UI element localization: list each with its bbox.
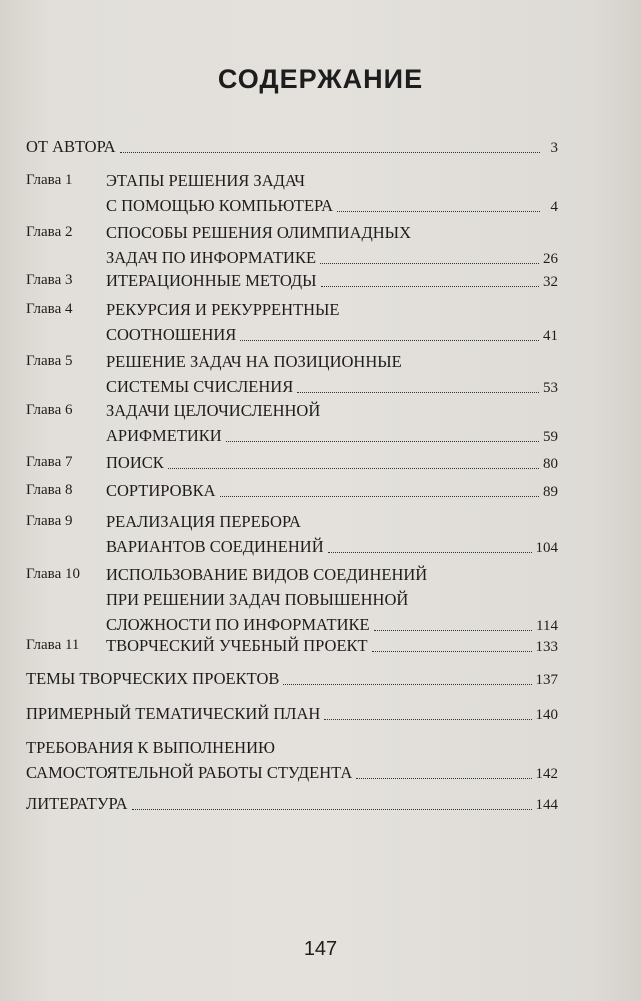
toc-chapter-label: Глава 11: [26, 637, 80, 653]
toc-entry-title: СИСТЕМЫ СЧИСЛЕНИЯ: [106, 377, 294, 396]
dot-leader: [321, 285, 539, 287]
toc-chapter-label: Глава 8: [26, 482, 73, 498]
toc-page-number: 59: [543, 429, 558, 445]
toc-entry-title: СООТНОШЕНИЯ: [106, 325, 237, 344]
toc-page-number: 142: [535, 766, 558, 782]
toc-line: [106, 193, 558, 218]
toc-entry-body: [26, 666, 558, 691]
toc-line: [26, 701, 558, 726]
toc-entry-title: ВАРИАНТОВ СОЕДИНЕНИЙ: [106, 537, 324, 556]
toc-chapter-label: Глава 10: [26, 566, 80, 582]
toc-entry-body: [106, 349, 558, 399]
toc-entry-body: [26, 134, 558, 159]
toc-entry-body: [26, 701, 558, 726]
toc-entry-body: [26, 791, 558, 816]
dot-leader: [374, 629, 532, 631]
toc-entry-title: ОТ АВТОРА: [26, 137, 116, 156]
toc-line: [26, 791, 558, 816]
toc-entry-title: ПРИ РЕШЕНИИ ЗАДАЧ ПОВЫШЕННОЙ: [106, 590, 409, 609]
toc-line: [26, 735, 558, 760]
toc-entry-title: АРИФМЕТИКИ: [106, 426, 222, 445]
toc-chapter-label: Глава 2: [26, 224, 73, 240]
toc-chapter-label: Глава 7: [26, 454, 73, 470]
toc-entry-body: [106, 478, 558, 503]
toc-line: [106, 562, 558, 587]
toc-entry-title: СЛОЖНОСТИ ПО ИНФОРМАТИКЕ: [106, 615, 370, 634]
dot-leader: [320, 262, 539, 264]
toc-page-number: 53: [543, 380, 558, 396]
toc-page-number: 114: [536, 618, 558, 634]
toc-chapter-label: Глава 4: [26, 301, 73, 317]
toc-entry-title: СПОСОБЫ РЕШЕНИЯ ОЛИМПИАДНЫХ: [106, 223, 411, 242]
toc-entry-body: [106, 562, 558, 637]
toc-chapter-label: Глава 9: [26, 513, 73, 529]
dot-leader: [120, 151, 540, 153]
toc-page-number: 133: [535, 639, 558, 655]
toc-line: [26, 134, 558, 159]
toc-entry-title: РЕАЛИЗАЦИЯ ПЕРЕБОРА: [106, 512, 301, 531]
toc-line: [106, 168, 558, 193]
toc-entry-body: [106, 450, 558, 475]
toc-line: [26, 760, 558, 785]
toc-page-number: 137: [535, 672, 558, 688]
dot-leader: [337, 210, 540, 212]
toc-page-number: 140: [535, 707, 558, 723]
toc-line: [106, 398, 558, 423]
toc-entry-title: СОРТИРОВКА: [106, 481, 216, 500]
toc-line: [106, 534, 558, 559]
toc-chapter-label: Глава 3: [26, 272, 73, 288]
dot-leader: [372, 650, 532, 652]
toc-entry-title: ЭТАПЫ РЕШЕНИЯ ЗАДАЧ: [106, 171, 306, 190]
toc-entry-body: [106, 398, 558, 448]
toc-entry-body: [26, 735, 558, 785]
toc-line: [26, 666, 558, 691]
toc-line: [106, 322, 558, 347]
dot-leader: [220, 495, 539, 497]
toc-entry-title: С ПОМОЩЬЮ КОМПЬЮТЕРА: [106, 196, 334, 215]
dot-leader: [283, 683, 531, 685]
toc-entry-title: ИСПОЛЬЗОВАНИЕ ВИДОВ СОЕДИНЕНИЙ: [106, 565, 428, 584]
toc-entry-title: РЕШЕНИЕ ЗАДАЧ НА ПОЗИЦИОННЫЕ: [106, 352, 402, 371]
toc-page-number: 32: [543, 274, 558, 290]
toc-entry-title: ЗАДАЧИ ЦЕЛОЧИСЛЕННОЙ: [106, 401, 321, 420]
toc-entry-title: ЛИТЕРАТУРА: [26, 794, 128, 813]
toc-line: [106, 423, 558, 448]
dot-leader: [297, 391, 539, 393]
toc-entry-body: [106, 220, 558, 270]
toc-entry-title: РЕКУРСИЯ И РЕКУРРЕНТНЫЕ: [106, 300, 340, 319]
toc-page-number: 41: [543, 328, 558, 344]
toc-line: [106, 297, 558, 322]
toc-entry-title: ИТЕРАЦИОННЫЕ МЕТОДЫ: [106, 271, 317, 290]
dot-leader: [324, 718, 531, 720]
toc-page-number: 144: [535, 797, 558, 813]
toc-page-number: 104: [535, 540, 558, 556]
toc-entry-title: ТВОРЧЕСКИЙ УЧЕБНЫЙ ПРОЕКТ: [106, 636, 368, 655]
toc-entry-body: [106, 168, 558, 218]
page-title: СОДЕРЖАНИЕ: [217, 64, 424, 94]
toc-entry-title: ПОИСК: [106, 453, 164, 472]
dot-leader: [226, 440, 539, 442]
toc-page-number: 80: [543, 456, 558, 472]
toc-chapter-label: Глава 1: [26, 172, 73, 188]
toc-line: [106, 478, 558, 503]
toc-entry-title: САМОСТОЯТЕЛЬНОЙ РАБОТЫ СТУДЕНТА: [26, 763, 353, 782]
toc-line: [106, 509, 558, 534]
toc-chapter-label: Глава 5: [26, 353, 73, 369]
toc-entry-body: [106, 297, 558, 347]
toc-line: [106, 587, 558, 612]
toc-entry-title: ТРЕБОВАНИЯ К ВЫПОЛНЕНИЮ: [26, 738, 275, 757]
dot-leader: [356, 777, 531, 779]
toc-line: [106, 633, 558, 658]
dot-leader: [132, 808, 532, 810]
dot-leader: [240, 339, 539, 341]
toc-line: [106, 450, 558, 475]
toc-chapter-label: Глава 6: [26, 402, 73, 418]
toc-entry-body: [106, 509, 558, 559]
toc-line: [106, 268, 558, 293]
page-number: 147: [303, 938, 338, 960]
toc-line: [106, 349, 558, 374]
toc-page-number: 3: [550, 140, 558, 156]
toc-entry-title: ТЕМЫ ТВОРЧЕСКИХ ПРОЕКТОВ: [26, 669, 280, 688]
toc-line: [106, 374, 558, 399]
toc-entry-title: ЗАДАЧ ПО ИНФОРМАТИКЕ: [106, 248, 317, 267]
toc-line: [106, 220, 558, 245]
toc-page-number: 89: [543, 484, 558, 500]
toc-line: [106, 245, 558, 270]
dot-leader: [168, 467, 539, 469]
toc-entry-title: ПРИМЕРНЫЙ ТЕМАТИЧЕСКИЙ ПЛАН: [26, 704, 321, 723]
dot-leader: [328, 551, 532, 553]
toc-entry-body: [106, 268, 558, 293]
toc-entry-body: [106, 633, 558, 658]
toc-page-number: 26: [543, 251, 558, 267]
toc-page-number: 4: [550, 199, 558, 215]
